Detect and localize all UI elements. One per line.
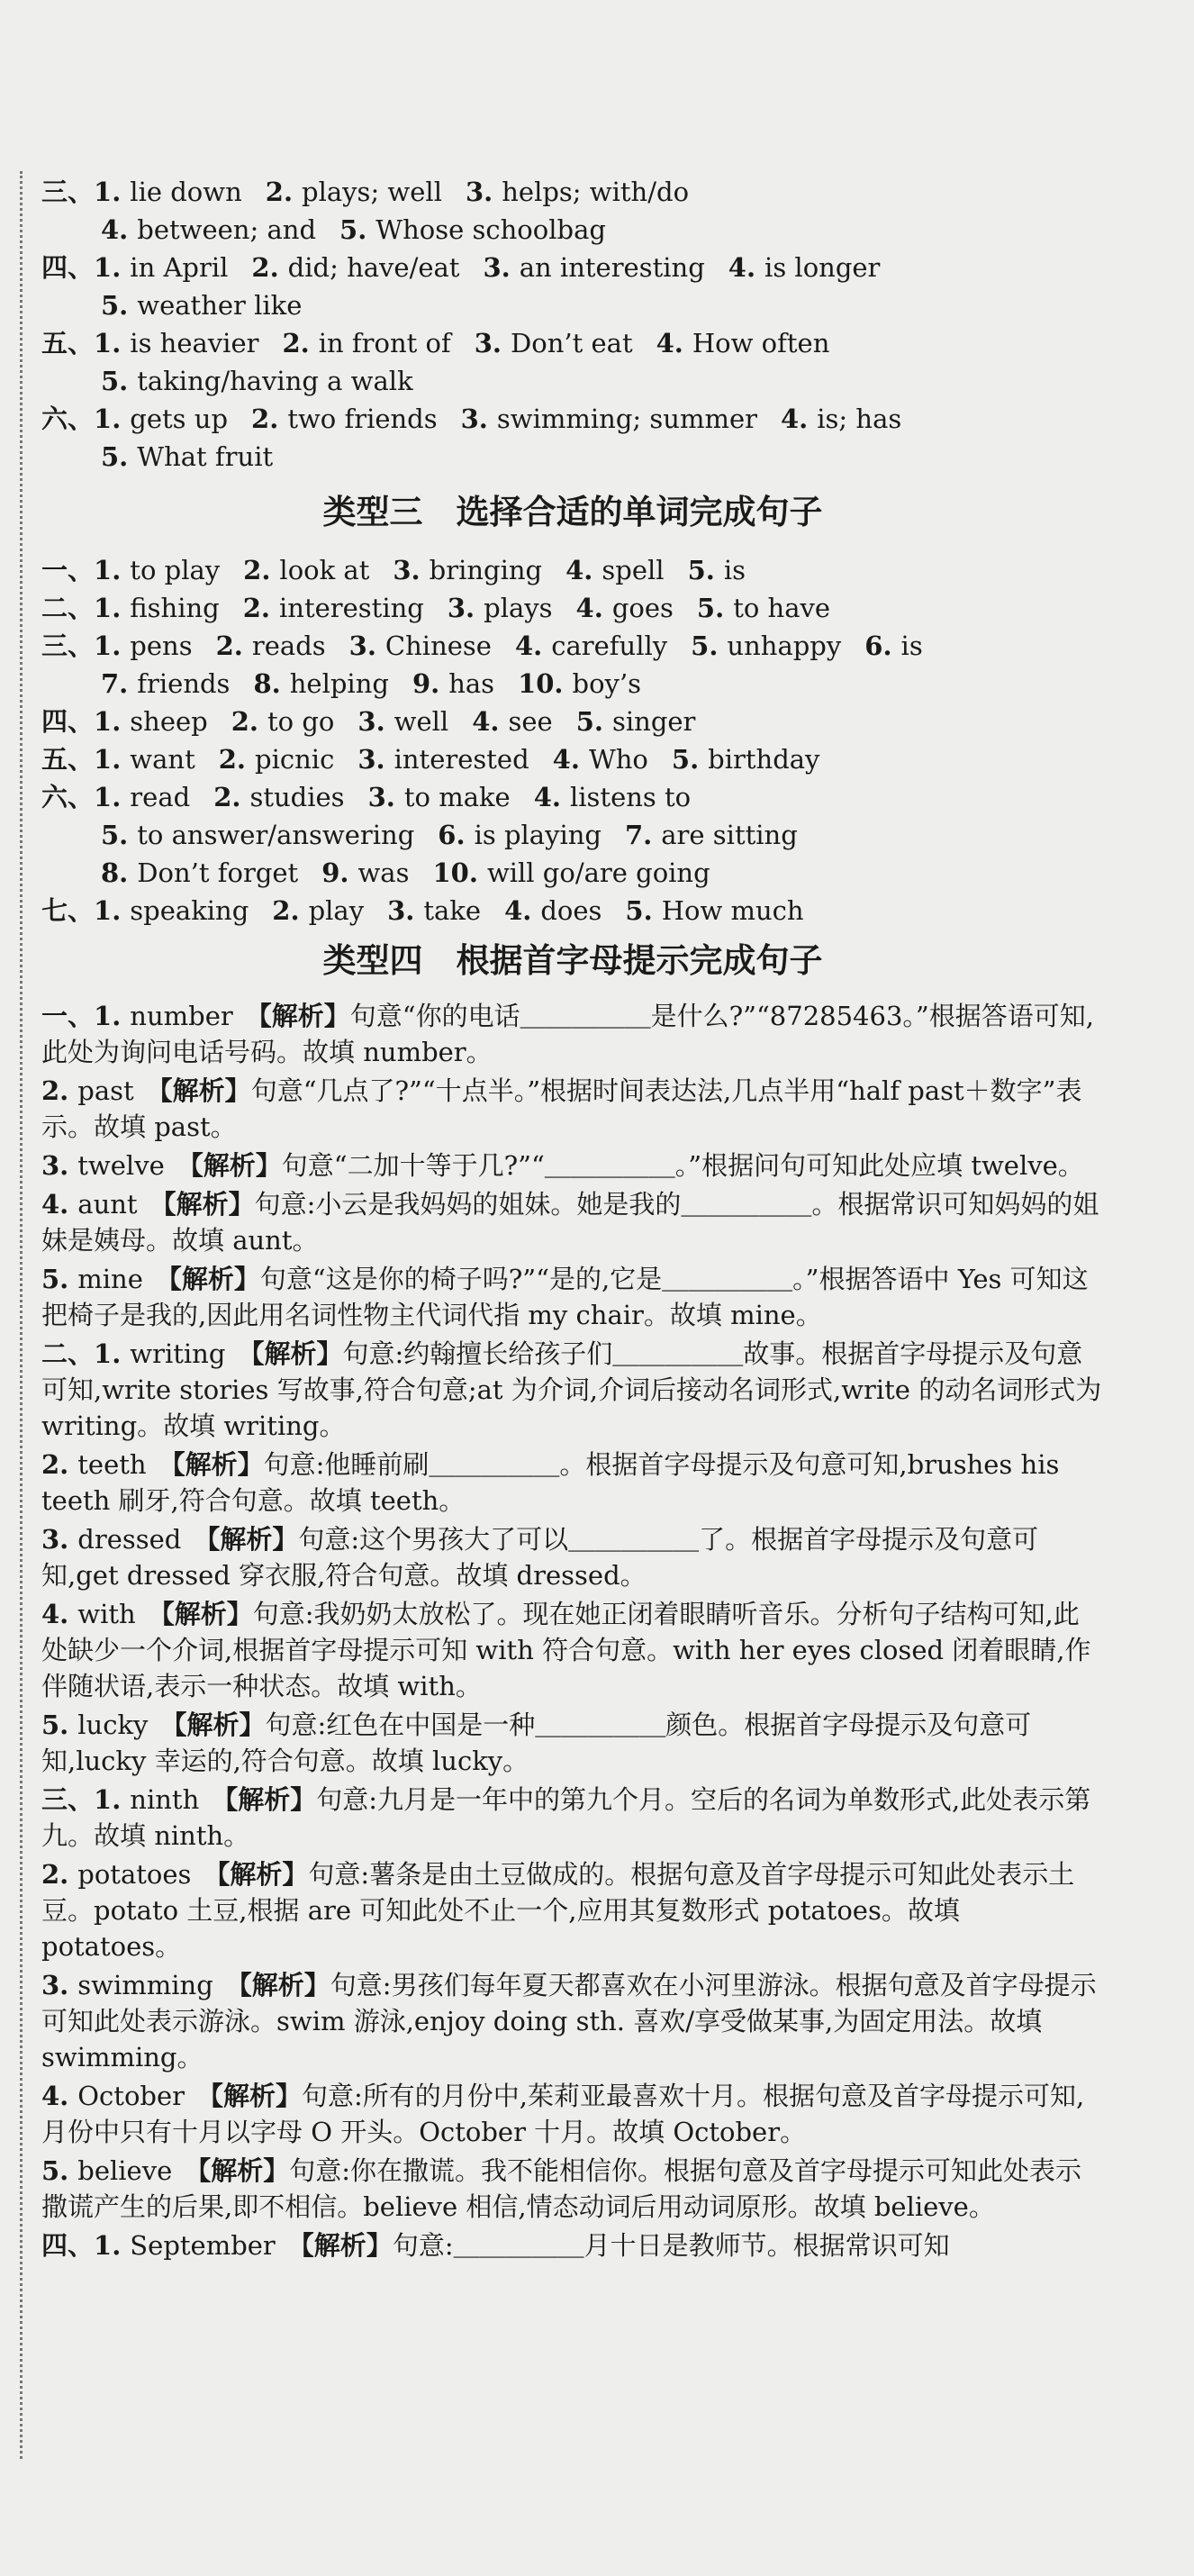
item-number: 5.	[41, 1264, 69, 1294]
item-number: 3.	[357, 744, 385, 775]
item-answer: Who	[588, 744, 648, 775]
answer-line	[41, 740, 1104, 778]
item-answer: to make	[403, 782, 511, 812]
answer-word: swimming	[77, 1970, 213, 2000]
item-answer: pens	[130, 630, 193, 661]
analysis-text: 句意“二加十等于几?”“＿＿＿＿＿。”根据问句可知此处应填 twelve。	[281, 1150, 1084, 1181]
item-answer: weather like	[137, 290, 303, 321]
item-answer: well	[393, 706, 449, 737]
item-answer: does	[540, 895, 602, 926]
answer-word: writing	[130, 1338, 226, 1369]
item-answer: will go/are going	[486, 857, 710, 888]
item-number: 4.	[41, 1599, 69, 1629]
item-answer: are sitting	[661, 820, 798, 850]
item-number: 10.	[518, 668, 564, 699]
analysis-text: 句意:这个男孩大了可以＿＿＿＿＿了。根据首字母提示及句意可知,get dressed 穿衣服,符合句意。故填 dressed。	[41, 1524, 1039, 1591]
item-answer: is	[723, 555, 746, 585]
item-number: 1.	[94, 328, 122, 358]
answers-group-type-three	[41, 551, 1104, 930]
analysis-tag: 【解析】	[155, 1264, 260, 1294]
answer-word: October	[77, 2081, 185, 2111]
item-answer: to go	[267, 706, 335, 737]
item-answer: is	[900, 630, 923, 661]
section-label: 二、	[41, 1338, 95, 1369]
analysis-text: 句意“你的电话＿＿＿＿＿是什么?”“87285463。”根据答语可知,此处为询问电话号码。故填 number。	[41, 1001, 1094, 1067]
item-number: 5.	[691, 630, 719, 661]
item-answer: is heavier	[130, 328, 259, 358]
item-answer: is; has	[817, 404, 902, 434]
item-number: 1.	[94, 2230, 122, 2261]
analysis-tag: 【解析】	[158, 1449, 264, 1480]
analysis-tag: 【解析】	[185, 2155, 290, 2186]
item-number: 4.	[728, 252, 756, 283]
item-number: 5.	[101, 366, 129, 396]
item-number: 5.	[687, 555, 715, 585]
item-number: 3.	[41, 1150, 69, 1181]
explanations-type-four	[41, 998, 1104, 2266]
item-number: 4.	[504, 895, 532, 926]
item-number: 3.	[447, 593, 475, 623]
item-number: 8.	[101, 857, 129, 888]
item-answer: two friends	[287, 404, 438, 434]
answer-line	[41, 703, 1104, 740]
answer-word: dressed	[77, 1524, 182, 1555]
item-number: 2.	[218, 744, 247, 775]
item-number: 2.	[265, 177, 294, 207]
analysis-tag: 【解析】	[197, 2081, 303, 2111]
item-answer: birthday	[708, 744, 820, 775]
item-number: 5.	[671, 744, 700, 775]
heading-type-four: 类型四 根据首字母提示完成句子	[322, 940, 823, 980]
section-label: 四、	[41, 252, 95, 283]
analysis-text: 句意:所有的月份中,茱莉亚最喜欢十月。根据句意及首字母提示可知,月份中只有十月以字母 O 开头。October 十月。故填 October。	[41, 2081, 1085, 2147]
item-answer: Don’t forget	[137, 857, 299, 888]
item-answer: listens to	[570, 782, 692, 812]
item-answer: singer	[612, 706, 696, 737]
item-number: 2.	[243, 555, 271, 585]
explanation-entry	[41, 1782, 1104, 1854]
item-number: 1.	[94, 630, 122, 661]
item-answer: read	[130, 782, 191, 812]
item-answer: interested	[393, 744, 529, 775]
item-number: 2.	[41, 1449, 69, 1480]
section-label: 四、	[41, 706, 95, 737]
item-number: 1.	[94, 555, 122, 585]
item-number: 3.	[465, 177, 493, 207]
item-number: 2.	[41, 1859, 69, 1890]
item-number: 1.	[94, 744, 122, 775]
section-label: 三、	[41, 177, 95, 207]
section-label: 四、	[41, 2230, 95, 2261]
item-answer: play	[308, 895, 365, 926]
explanation-entry	[41, 1856, 1104, 1964]
analysis-text: 句意:你在撒谎。我不能相信你。根据句意及首字母提示可知此处表示撒谎产生的后果,即不相信。believe 相信,情态动词后用动词原形。故填 believe。	[41, 2155, 1082, 2222]
item-number: 5.	[339, 214, 367, 245]
item-number: 4.	[101, 214, 129, 245]
item-number: 3.	[393, 555, 421, 585]
analysis-tag: 【解析】	[176, 1150, 282, 1181]
item-number: 4.	[552, 744, 580, 775]
section-label: 七、	[41, 895, 95, 926]
answer-line	[41, 854, 1104, 892]
item-number: 1.	[94, 1784, 122, 1815]
item-number: 2.	[41, 1075, 69, 1106]
item-number: 5.	[625, 895, 653, 926]
item-answer: an interesting	[519, 252, 705, 283]
item-answer: take	[423, 895, 482, 926]
answer-line	[41, 400, 1104, 438]
item-answer: goes	[611, 593, 674, 623]
item-answer: is playing	[474, 820, 602, 850]
item-number: 7.	[624, 820, 653, 850]
explanation-entry	[41, 1521, 1104, 1593]
answer-line	[41, 362, 1104, 400]
item-answer: look at	[279, 555, 370, 585]
explanation-entry	[41, 2078, 1104, 2150]
explanation-entry	[41, 1336, 1104, 1444]
item-answer: was	[357, 857, 410, 888]
item-answer: taking/having a walk	[137, 366, 413, 396]
item-number: 4.	[41, 2081, 69, 2111]
answer-line	[41, 173, 1104, 211]
item-number: 5.	[575, 706, 603, 737]
section-label: 一、	[41, 1001, 95, 1031]
item-answer: friends	[137, 668, 231, 699]
section-label: 五、	[41, 328, 95, 358]
explanation-entry	[41, 1967, 1104, 2075]
item-number: 4.	[41, 1189, 69, 1220]
explanation-entry	[41, 1447, 1104, 1519]
item-answer: helping	[289, 668, 389, 699]
answer-word: potatoes	[77, 1859, 192, 1890]
item-answer: did; have/eat	[287, 252, 460, 283]
item-number: 8.	[253, 668, 281, 699]
item-number: 1.	[94, 404, 122, 434]
item-answer: reads	[251, 630, 326, 661]
item-number: 9.	[412, 668, 440, 699]
item-answer: interesting	[279, 593, 424, 623]
analysis-text: 句意:我奶奶太放松了。现在她正闭着眼睛听音乐。分析句子结构可知,此处缺少一个介词,根据首字母提示可知 with 符合句意。with her eyes closed 闭着眼睛,作伴随状语,表示一种状态。故填 with。	[41, 1599, 1091, 1701]
answer-line	[41, 778, 1104, 816]
analysis-text: 句意:红色在中国是一种＿＿＿＿＿颜色。根据首字母提示及句意可知,lucky 幸运的,符合句意。故填 lucky。	[41, 1710, 1032, 1776]
item-number: 3.	[357, 706, 385, 737]
item-number: 3.	[41, 1970, 69, 2000]
section-label: 六、	[41, 404, 95, 434]
item-number: 10.	[432, 857, 478, 888]
answer-word: past	[77, 1075, 134, 1106]
answer-line	[41, 211, 1104, 249]
item-number: 1.	[94, 782, 122, 812]
explanation-entry	[41, 1147, 1104, 1184]
item-number: 5.	[696, 593, 725, 623]
item-number: 3.	[41, 1524, 69, 1555]
analysis-tag: 【解析】	[149, 1189, 255, 1220]
answer-word: with	[77, 1599, 136, 1629]
analysis-text: 句意:男孩们每年夏天都喜欢在小河里游泳。根据句意及首字母提示可知此处表示游泳。swim 游泳,enjoy doing sth. 喜欢/享受做某事,为固定用法。故填 swimming。	[41, 1970, 1097, 2073]
section-label: 二、	[41, 593, 95, 623]
analysis-tag: 【解析】	[245, 1001, 350, 1031]
item-answer: carefully	[551, 630, 668, 661]
item-answer: fishing	[130, 593, 220, 623]
explanation-entry	[41, 998, 1104, 1070]
item-number: 1.	[94, 1338, 122, 1369]
answer-word: mine	[77, 1264, 143, 1294]
item-number: 3.	[474, 328, 502, 358]
item-answer: gets up	[130, 404, 229, 434]
answer-line	[41, 286, 1104, 324]
item-number: 3.	[483, 252, 511, 283]
item-number: 1.	[94, 252, 122, 283]
item-answer: bringing	[429, 555, 543, 585]
answer-line	[41, 665, 1104, 703]
item-number: 4.	[472, 706, 500, 737]
analysis-tag: 【解析】	[238, 1338, 343, 1369]
answer-line	[41, 627, 1104, 665]
analysis-text: 句意:九月是一年中的第九个月。空后的名词为单数形式,此处表示第九。故填 ninth。	[41, 1784, 1091, 1851]
item-number: 3.	[387, 895, 415, 926]
answer-line	[41, 249, 1104, 286]
item-answer: swimming; summer	[496, 404, 757, 434]
analysis-text: 句意:小云是我妈妈的姐妹。她是我的＿＿＿＿＿。根据常识可知妈妈的姐妹是姨母。故填 aunt。	[41, 1189, 1099, 1256]
item-answer: unhappy	[727, 630, 842, 661]
item-number: 1.	[94, 177, 122, 207]
analysis-text: 句意:约翰擅长给孩子们＿＿＿＿＿故事。根据首字母提示及句意可知,write stories 写故事,符合句意;at 为介词,介词后接动名词形式,write 的动名词形式为 writing。故填 writing。	[41, 1338, 1102, 1441]
analysis-tag: 【解析】	[160, 1710, 266, 1740]
item-number: 2.	[251, 252, 279, 283]
analysis-text: 句意:＿＿＿＿＿月十日是教师节。根据常识可知	[392, 2230, 950, 2261]
answer-line	[41, 589, 1104, 627]
explanation-entry	[41, 1707, 1104, 1779]
item-answer: want	[130, 744, 195, 775]
item-number: 4.	[565, 555, 593, 585]
section-label: 一、	[41, 555, 95, 585]
item-number: 4.	[533, 782, 561, 812]
item-number: 6.	[864, 630, 892, 661]
item-answer: to answer/answering	[137, 820, 415, 850]
item-number: 6.	[438, 820, 466, 850]
analysis-tag: 【解析】	[148, 1599, 253, 1629]
item-answer: in April	[130, 252, 229, 283]
explanation-entry	[41, 1186, 1104, 1258]
item-number: 5.	[101, 820, 129, 850]
item-number: 2.	[231, 706, 259, 737]
item-number: 3.	[367, 782, 395, 812]
analysis-text: 句意:薯条是由土豆做成的。根据句意及首字母提示可知此处表示土豆。potato 土豆,根据 are 可知此处不止一个,应用其复数形式 potatoes。故填 potatoes。	[41, 1859, 1075, 1962]
analysis-text: 句意:他睡前刷＿＿＿＿＿。根据首字母提示及句意可知,brushes his teeth 刷牙,符合句意。故填 teeth。	[41, 1449, 1060, 1516]
item-number: 7.	[101, 668, 129, 699]
item-answer: plays; well	[302, 177, 442, 207]
answer-line	[41, 324, 1104, 362]
item-number: 5.	[41, 1710, 69, 1740]
answer-word: aunt	[77, 1189, 138, 1220]
answer-word: September	[130, 2230, 276, 2261]
answers-group-top	[41, 173, 1104, 476]
section-label: 五、	[41, 744, 95, 775]
item-answer: to play	[130, 555, 221, 585]
analysis-tag: 【解析】	[287, 2230, 393, 2261]
item-number: 1.	[94, 593, 122, 623]
explanation-entry	[41, 1596, 1104, 1704]
item-number: 5.	[101, 441, 129, 472]
item-number: 3.	[348, 630, 376, 661]
item-number: 2.	[242, 593, 270, 623]
answer-word: twelve	[77, 1150, 165, 1181]
item-answer: How much	[661, 895, 804, 926]
explanation-entry	[41, 2227, 1104, 2263]
item-answer: Chinese	[384, 630, 492, 661]
section-label: 三、	[41, 1784, 95, 1815]
explanation-entry	[41, 2153, 1104, 2225]
section-label: 三、	[41, 630, 95, 661]
analysis-tag: 【解析】	[204, 1859, 309, 1890]
item-answer: has	[448, 668, 495, 699]
analysis-text: 句意“几点了?”“十点半。”根据时间表达法,几点半用“half past＋数字”表示。故填 past。	[41, 1075, 1082, 1142]
item-answer: lie down	[130, 177, 242, 207]
answer-word: believe	[77, 2155, 173, 2186]
item-number: 1.	[94, 895, 122, 926]
item-answer: between; and	[137, 214, 317, 245]
item-answer: How often	[692, 328, 830, 358]
answer-word: teeth	[77, 1449, 147, 1480]
item-number: 9.	[321, 857, 349, 888]
analysis-tag: 【解析】	[212, 1784, 317, 1815]
margin-dotted-line	[20, 171, 23, 2459]
item-number: 4.	[514, 630, 543, 661]
item-answer: boy’s	[572, 668, 642, 699]
explanation-entry	[41, 1261, 1104, 1333]
analysis-tag: 【解析】	[146, 1075, 251, 1106]
item-number: 1.	[94, 1001, 122, 1031]
item-number: 2.	[213, 782, 241, 812]
item-answer: spell	[602, 555, 665, 585]
item-answer: speaking	[130, 895, 249, 926]
item-answer: helps; with/do	[502, 177, 690, 207]
item-answer: studies	[249, 782, 345, 812]
item-answer: What fruit	[137, 441, 274, 472]
answer-line	[41, 892, 1104, 930]
item-number: 1.	[94, 706, 122, 737]
item-answer: picnic	[255, 744, 335, 775]
analysis-text: 句意“这是你的椅子吗?”“是的,它是＿＿＿＿＿。”根据答语中 Yes 可知这把椅子是我的,因此用名词性物主代词代指 my chair。故填 mine。	[41, 1264, 1089, 1330]
item-answer: sheep	[130, 706, 208, 737]
section-label: 六、	[41, 782, 95, 812]
item-number: 5.	[101, 290, 129, 321]
item-number: 2.	[215, 630, 243, 661]
analysis-tag: 【解析】	[225, 1970, 330, 2000]
item-answer: Whose schoolbag	[375, 214, 606, 245]
item-number: 3.	[460, 404, 488, 434]
item-number: 5.	[41, 2155, 69, 2186]
item-answer: to have	[733, 593, 831, 623]
answer-word: ninth	[130, 1784, 200, 1815]
explanation-entry	[41, 1073, 1104, 1145]
item-answer: is longer	[764, 252, 881, 283]
item-answer: plays	[484, 593, 553, 623]
item-number: 2.	[282, 328, 310, 358]
answer-line	[41, 551, 1104, 589]
item-number: 4.	[780, 404, 809, 434]
item-answer: Don’t eat	[511, 328, 633, 358]
item-answer: see	[508, 706, 553, 737]
answer-line	[41, 816, 1104, 854]
item-answer: in front of	[318, 328, 451, 358]
answer-word: number	[130, 1001, 233, 1031]
answer-word: lucky	[77, 1710, 149, 1740]
item-number: 4.	[656, 328, 683, 358]
item-number: 2.	[251, 404, 279, 434]
answer-line	[41, 438, 1104, 476]
item-number: 2.	[272, 895, 300, 926]
heading-type-three: 类型三 选择合适的单词完成句子	[322, 492, 823, 531]
analysis-tag: 【解析】	[194, 1524, 299, 1555]
item-number: 4.	[575, 593, 603, 623]
